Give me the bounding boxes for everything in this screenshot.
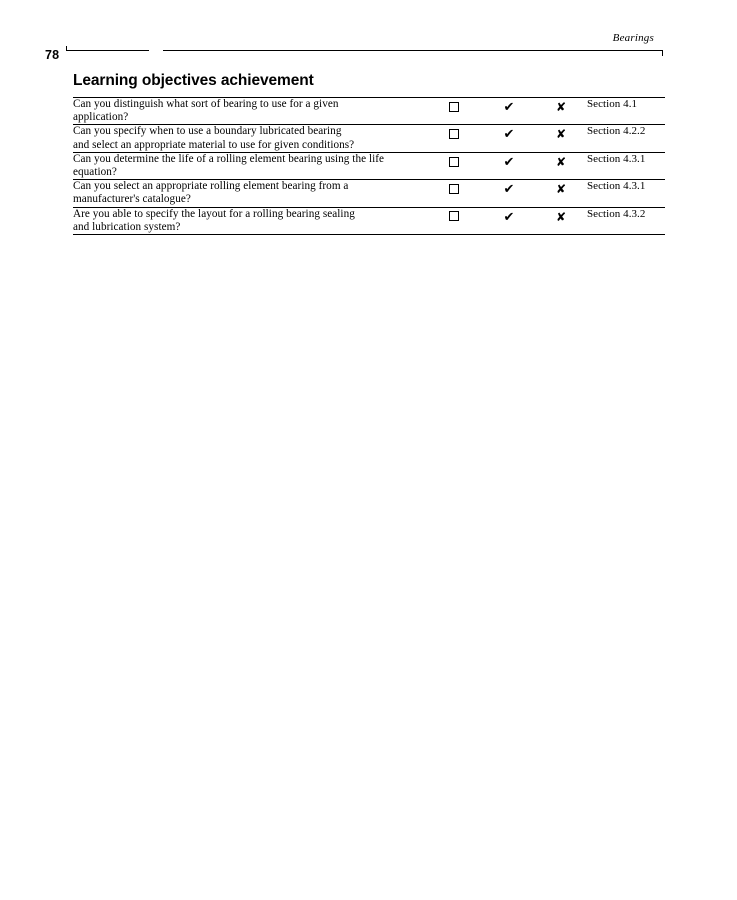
objective-line-2: and select an appropriate material to use for given conditions? xyxy=(73,138,355,151)
objective-tick-cell[interactable] xyxy=(483,152,535,179)
objective-checkbox-cell[interactable] xyxy=(425,207,483,234)
cross-icon[interactable]: ✘ xyxy=(555,209,567,224)
page-title: Learning objectives achievement xyxy=(73,72,314,89)
header-rule-right xyxy=(163,50,663,51)
check-icon[interactable]: ✔ xyxy=(503,100,515,115)
objective-checkbox-cell[interactable] xyxy=(425,125,483,152)
objective-tick-cell[interactable] xyxy=(483,98,535,125)
objective-line-1: Can you determine the life of a rolling element bearing using the life xyxy=(73,152,385,165)
header-rule-left xyxy=(66,50,149,51)
check-icon[interactable]: ✔ xyxy=(503,154,515,170)
objective-tick-cell[interactable] xyxy=(483,125,535,152)
learning-objectives-table xyxy=(73,97,665,235)
objective-reference: Section 4.3.1 xyxy=(587,180,665,207)
objective-line-1: Are you able to specify the layout for a rolling bearing sealing xyxy=(73,207,355,220)
objective-line-1: Can you select an appropriate rolling element bearing from a xyxy=(73,180,349,193)
cross-icon[interactable]: ✘ xyxy=(555,127,567,142)
objective-line-1: Can you distinguish what sort of bearing to use for a given xyxy=(73,98,339,110)
objective-reference: Section 4.3.1 xyxy=(587,152,665,179)
objective-tick-cell[interactable] xyxy=(483,180,535,207)
checkbox-icon[interactable] xyxy=(449,129,459,139)
objective-tick-cell[interactable] xyxy=(483,207,535,234)
table-row xyxy=(73,207,665,234)
table-row xyxy=(73,125,665,152)
objective-line-2: manufacturer's catalogue? xyxy=(73,193,191,206)
objective-cross-cell[interactable] xyxy=(535,125,587,152)
objective-cross-cell[interactable] xyxy=(535,98,587,125)
objective-reference: Section 4.1 xyxy=(587,98,665,125)
running-head-title: Bearings xyxy=(612,32,654,44)
running-head xyxy=(45,32,664,50)
cross-icon[interactable]: ✘ xyxy=(555,154,567,169)
table-row xyxy=(73,98,665,125)
objective-checkbox-cell[interactable] xyxy=(425,180,483,207)
table-row xyxy=(73,180,665,207)
objective-line-1: Can you specify when to use a boundary lubricated bearing xyxy=(73,125,342,138)
cross-icon[interactable]: ✘ xyxy=(555,182,567,197)
objective-cross-cell[interactable] xyxy=(535,207,587,234)
checkbox-icon[interactable] xyxy=(449,184,459,194)
check-icon[interactable]: ✔ xyxy=(503,127,515,143)
objective-text xyxy=(73,98,425,125)
objective-text xyxy=(73,152,425,179)
objective-text xyxy=(73,125,425,152)
objective-line-2: application? xyxy=(73,111,129,124)
check-icon[interactable]: ✔ xyxy=(503,209,515,225)
page-number: 78 xyxy=(45,48,60,62)
checkbox-icon[interactable] xyxy=(449,102,459,112)
objective-text xyxy=(73,180,425,207)
cross-icon[interactable]: ✘ xyxy=(555,100,567,114)
objective-cross-cell[interactable] xyxy=(535,180,587,207)
checkbox-icon[interactable] xyxy=(449,157,459,167)
objective-line-2: equation? xyxy=(73,166,117,179)
objective-cross-cell[interactable] xyxy=(535,152,587,179)
objective-checkbox-cell[interactable] xyxy=(425,152,483,179)
objective-line-2: and lubrication system? xyxy=(73,220,181,233)
table-row xyxy=(73,152,665,179)
check-icon[interactable]: ✔ xyxy=(503,182,515,198)
objective-text xyxy=(73,207,425,234)
objective-reference: Section 4.2.2 xyxy=(587,125,665,152)
objective-reference: Section 4.3.2 xyxy=(587,207,665,234)
objective-checkbox-cell[interactable] xyxy=(425,98,483,125)
checkbox-icon[interactable] xyxy=(449,211,459,221)
